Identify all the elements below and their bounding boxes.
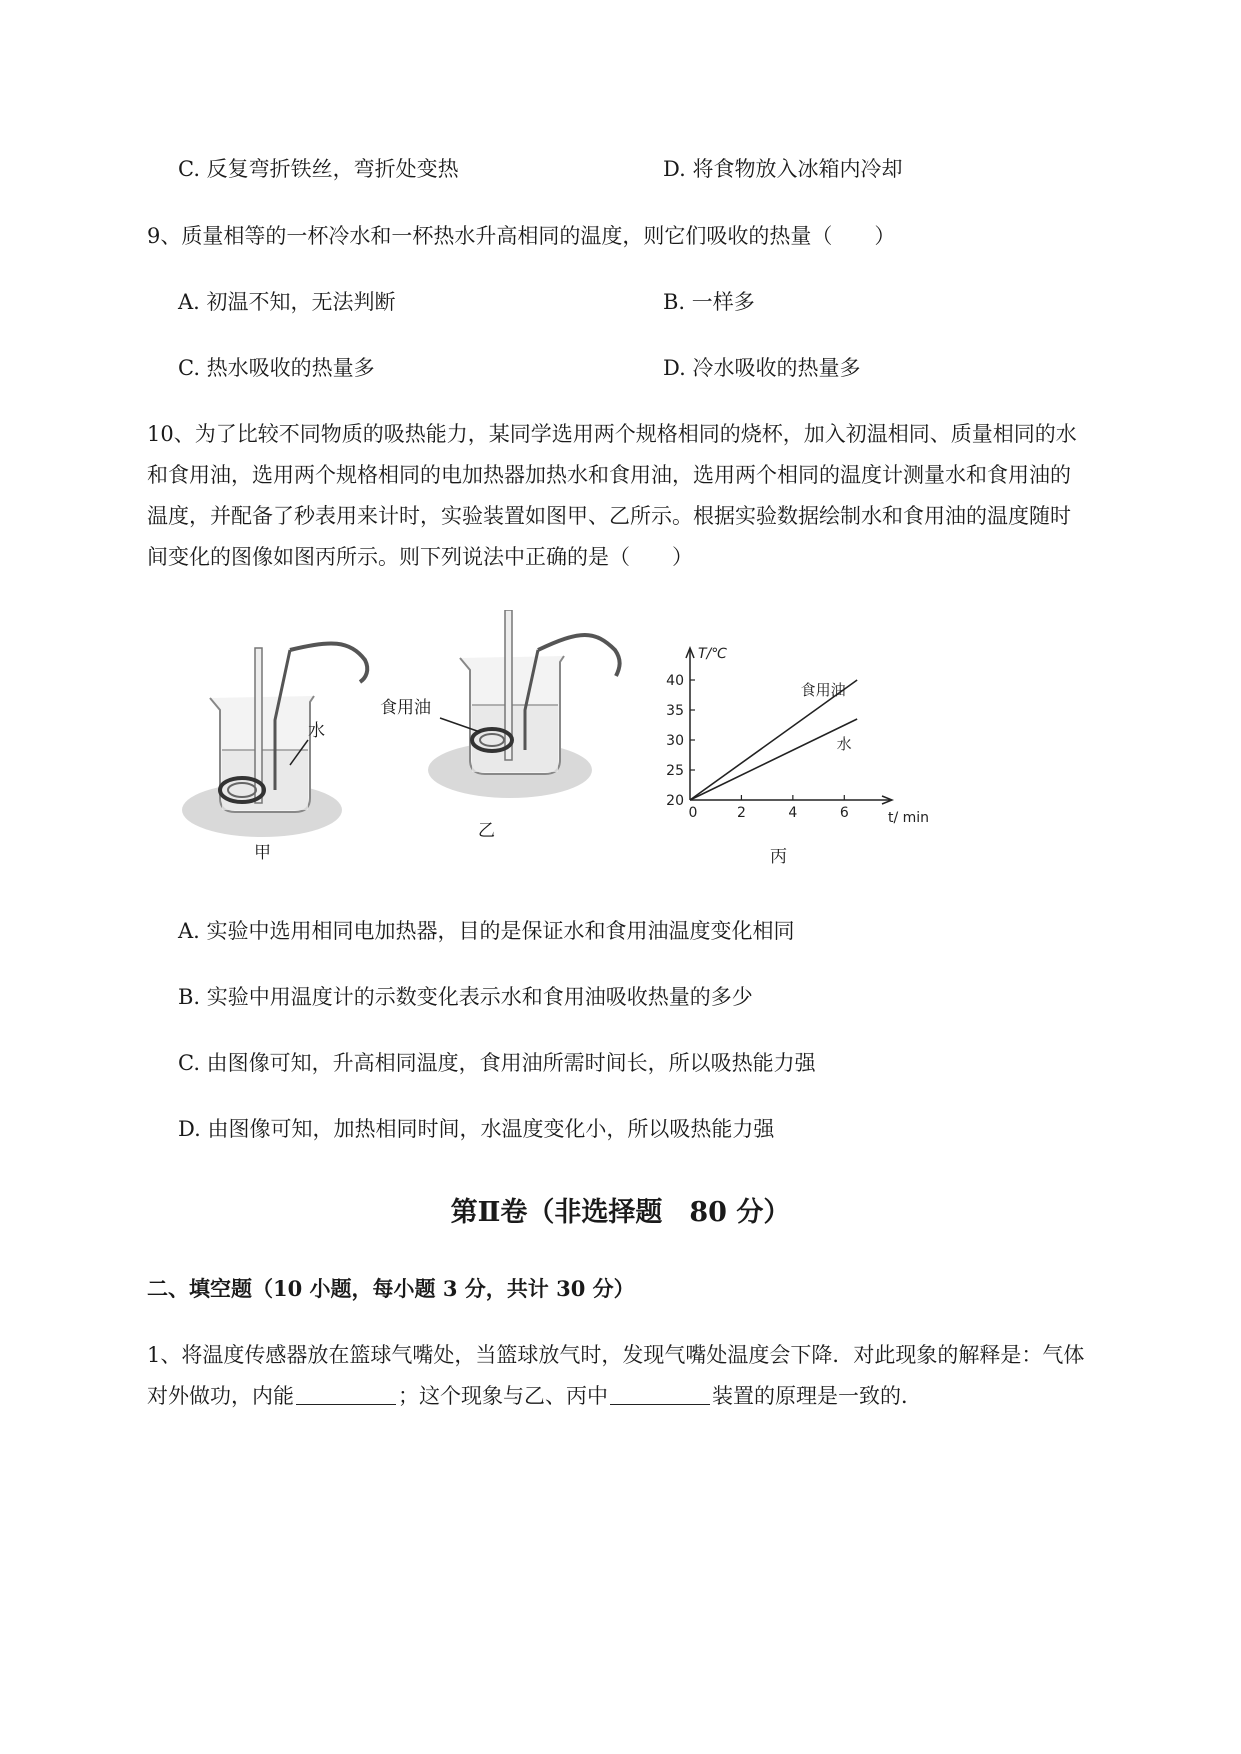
x-tick-label: 2 — [736, 805, 746, 821]
q10-stem-line-4: 间变化的图像如图丙所示。则下列说法中正确的是（ ） — [147, 545, 693, 569]
q9-option-d: D. 冷水吸收的热量多 — [663, 356, 861, 380]
x-axis-label: t/ min — [888, 810, 930, 826]
q8-option-c: C. 反复弯折铁丝，弯折处变热 — [178, 157, 459, 181]
q10-stem-line-3: 温度，并配备了秒表用来计时，实验装置如图甲、乙所示。根据实验数据绘制水和食用油的温度随时 — [147, 504, 1071, 528]
fill-q1-text-a: 对外做功，内能 — [147, 1384, 294, 1408]
q9-option-c: C. 热水吸收的热量多 — [178, 356, 375, 380]
oil-label: 食用油 — [380, 698, 431, 718]
y-tick-label: 20 — [666, 793, 684, 809]
figure-jia-label: 甲 — [254, 843, 271, 863]
part2-title: 第Ⅱ卷（非选择题 80 分） — [450, 1197, 791, 1228]
water-series-line — [690, 719, 857, 800]
fill-q1-text-b: ；这个现象与乙、丙中 — [398, 1384, 608, 1408]
fill-q1-line-2 — [147, 1381, 922, 1411]
water-label: 水 — [308, 721, 325, 741]
q10-stem-line-2: 和食用油，选用两个规格相同的电加热器加热水和食用油，选用两个相同的温度计测量水和食用油的 — [147, 463, 1071, 487]
x-tick-label: 0 — [688, 805, 698, 821]
q8-option-d: D. 将食物放入冰箱内冷却 — [663, 157, 903, 181]
beaker-water-figure — [180, 640, 380, 840]
x-tick-label: 4 — [788, 805, 798, 821]
y-axis-label: T/℃ — [698, 646, 727, 662]
temperature-time-chart — [660, 620, 940, 850]
figure-bing-label: 丙 — [770, 847, 787, 867]
y-tick-label: 35 — [666, 703, 684, 719]
answer-blank-2[interactable] — [610, 1382, 710, 1405]
q10-stem-line-1: 10、为了比较不同物质的吸热能力，某同学选用两个规格相同的烧杯，加入初温相同、质量相同的水 — [147, 422, 1077, 446]
answer-blank-1[interactable] — [296, 1382, 396, 1405]
q10-option-c: C. 由图像可知，升高相同温度，食用油所需时间长，所以吸热能力强 — [178, 1051, 816, 1075]
q10-option-d: D. 由图像可知，加热相同时间，水温度变化小，所以吸热能力强 — [178, 1117, 775, 1141]
y-tick-label: 40 — [666, 673, 684, 689]
q10-option-b: B. 实验中用温度计的示数变化表示水和食用油吸收热量的多少 — [178, 985, 753, 1009]
x-tick-label: 6 — [839, 805, 849, 821]
q9-stem: 9、质量相等的一杯冷水和一杯热水升高相同的温度，则它们吸收的热量（ ） — [147, 224, 896, 248]
oil-series-label: 食用油 — [800, 681, 846, 699]
y-tick-label: 25 — [666, 763, 684, 779]
y-tick-label: 30 — [666, 733, 684, 749]
q10-option-a: A. 实验中选用相同电加热器，目的是保证水和食用油温度变化相同 — [178, 919, 795, 943]
q9-option-a: A. 初温不知，无法判断 — [178, 290, 396, 314]
q9-option-b: B. 一样多 — [663, 290, 755, 314]
fill-q1-text-c: 装置的原理是一致的． — [712, 1384, 922, 1408]
fill-in-section-heading: 二、填空题（10 小题，每小题 3 分，共计 30 分） — [147, 1276, 635, 1301]
beaker-oil-figure — [420, 610, 630, 810]
water-series-label: 水 — [836, 735, 852, 753]
fill-q1-line-1: 1、将温度传感器放在篮球气嘴处，当篮球放气时，发现气嘴处温度会下降．对此现象的解释是：气体 — [147, 1343, 1085, 1367]
figure-yi-label: 乙 — [478, 821, 495, 841]
